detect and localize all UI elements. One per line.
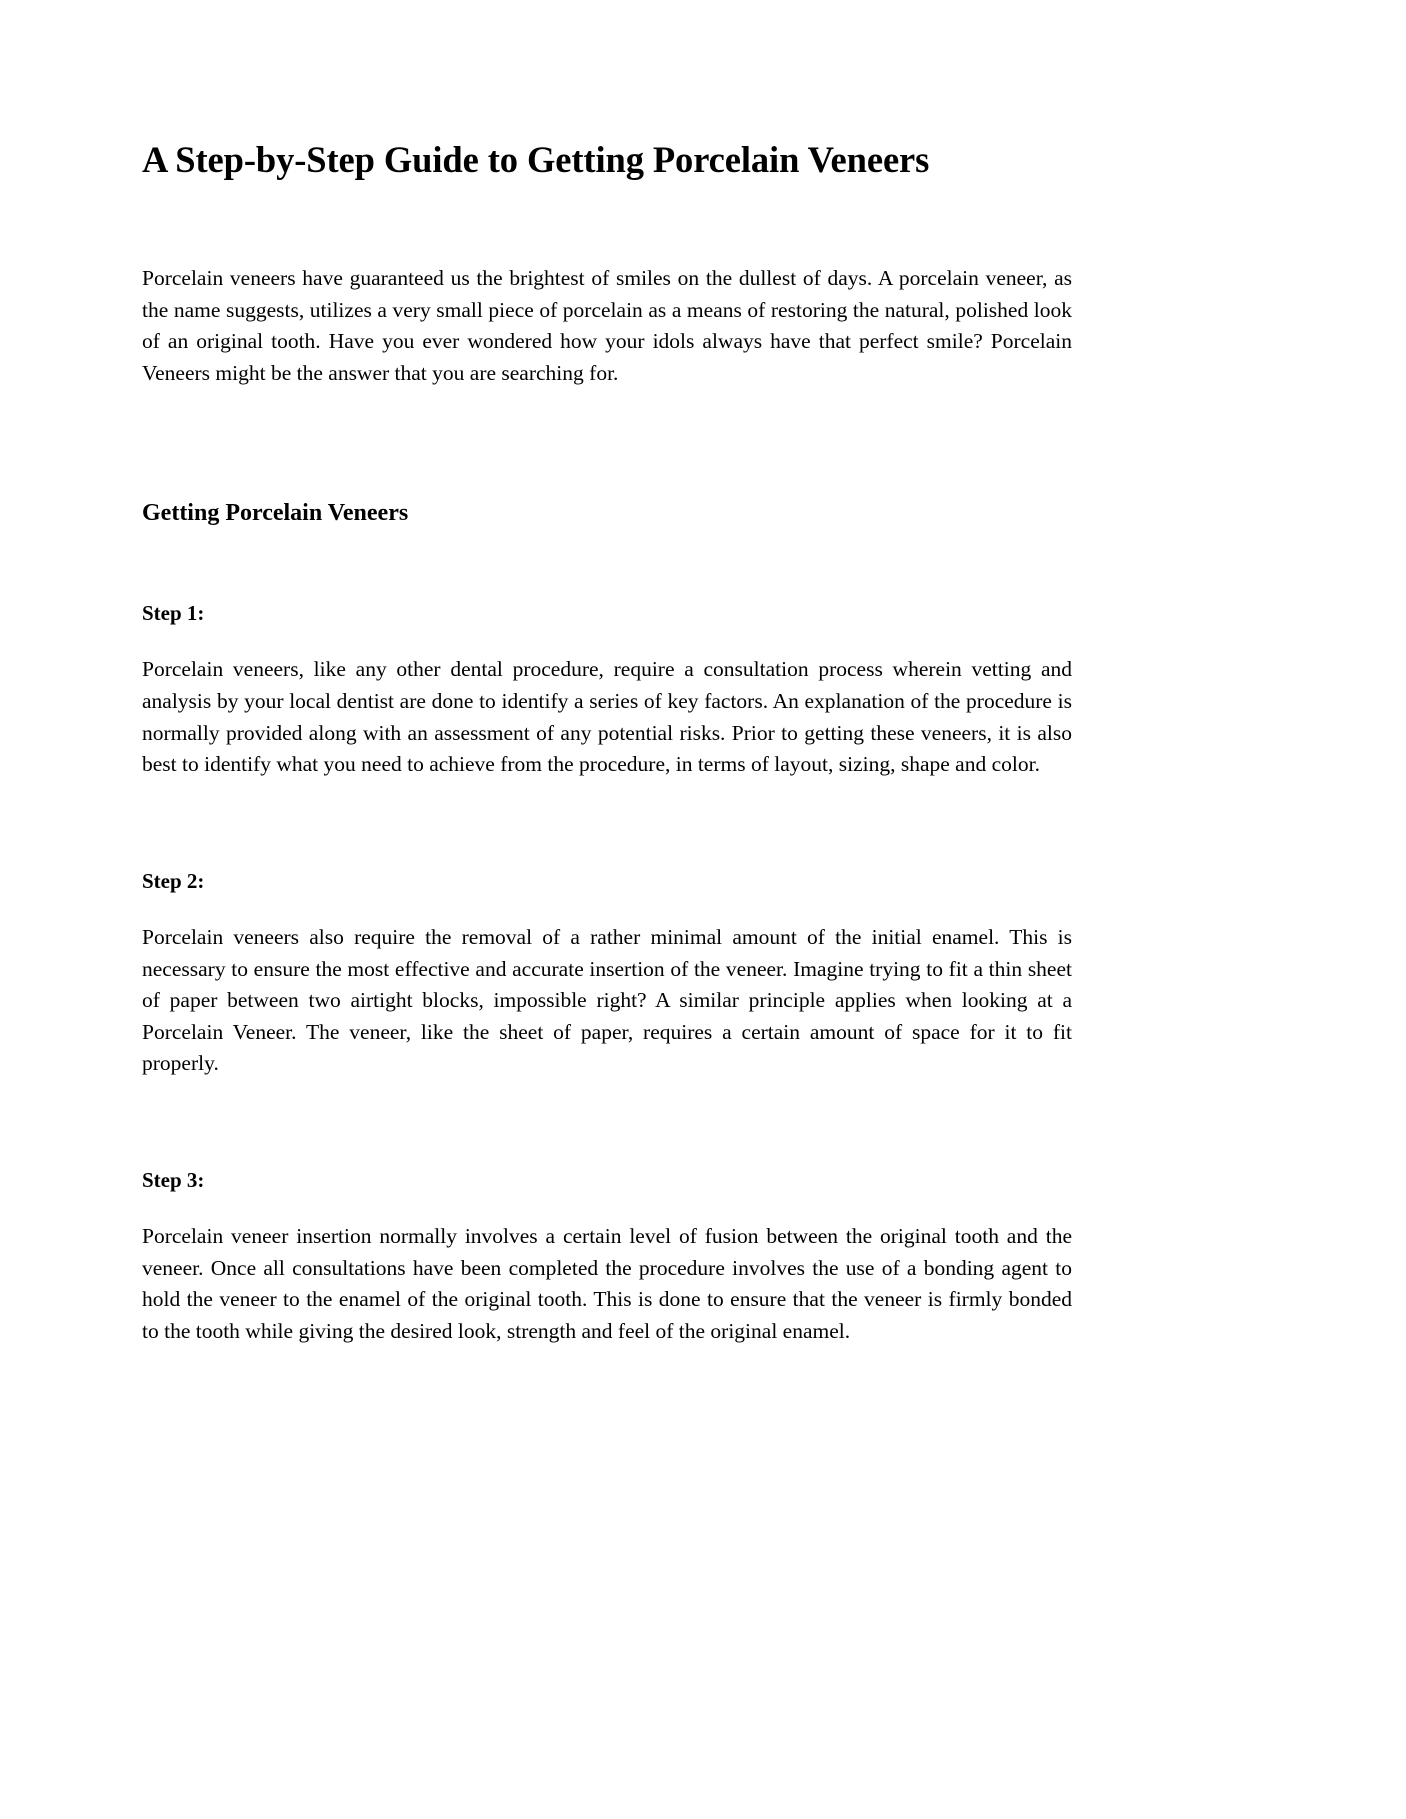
page-title: A Step-by-Step Guide to Getting Porcelain Veneers: [142, 139, 930, 180]
step-paragraph-2: Porcelain veneers also require the removal of a rather minimal amount of the initial enamel. This is necessary to ensure the most effective and accurate insertion of the veneer. Imagine trying to fit a thin sheet of paper between two airtight blocks, impossible right? A similar principle applies when looking at a Porcelain Veneer. The veneer, like the sheet of paper, requires a certain amount of space for it to fit properly.: [142, 924, 1072, 1076]
step-block-2: [142, 781, 1072, 1080]
document-content: [142, 0, 1072, 1348]
step-heading-3: Step 3:: [142, 1167, 205, 1192]
step-block-3: [142, 1080, 1072, 1348]
step-paragraph-1: Porcelain veneers, like any other dental procedure, require a consultation process wherein vetting and analysis by your local dentist are done to identify a series of key factors. An explanation of the procedure is normally provided along with an assessment of any potential risks. Prior to getting these veneers, it is also best to identify what you need to achieve from the procedure, in terms of layout, sizing, shape and color.: [142, 657, 1072, 777]
step-paragraph-3: Porcelain veneer insertion normally involves a certain level of fusion between the original tooth and the veneer. Once all consultations have been completed the procedure involves the use of a bonding agent to hold the veneer to the enamel of the original tooth. This is done to ensure that the veneer is firmly bonded to the tooth while giving the desired look, strength and feel of the original enamel.: [142, 1224, 1072, 1343]
step-heading-1: Step 1:: [142, 601, 205, 626]
intro-paragraph: Porcelain veneers have guaranteed us the brightest of smiles on the dullest of days. A porcelain veneer, as the name suggests, utilizes a very small piece of porcelain as a means of restoring the natural, polished look of an original tooth. Have you ever wondered how your idols always have that perfect smile? Porcelain Veneers might be the answer that you are searching for.: [142, 266, 1072, 385]
step-heading-2: Step 2:: [142, 868, 205, 893]
section-heading-getting-porcelain-veneers: Getting Porcelain Veneers: [142, 500, 409, 527]
step-block-1: [142, 528, 1072, 781]
